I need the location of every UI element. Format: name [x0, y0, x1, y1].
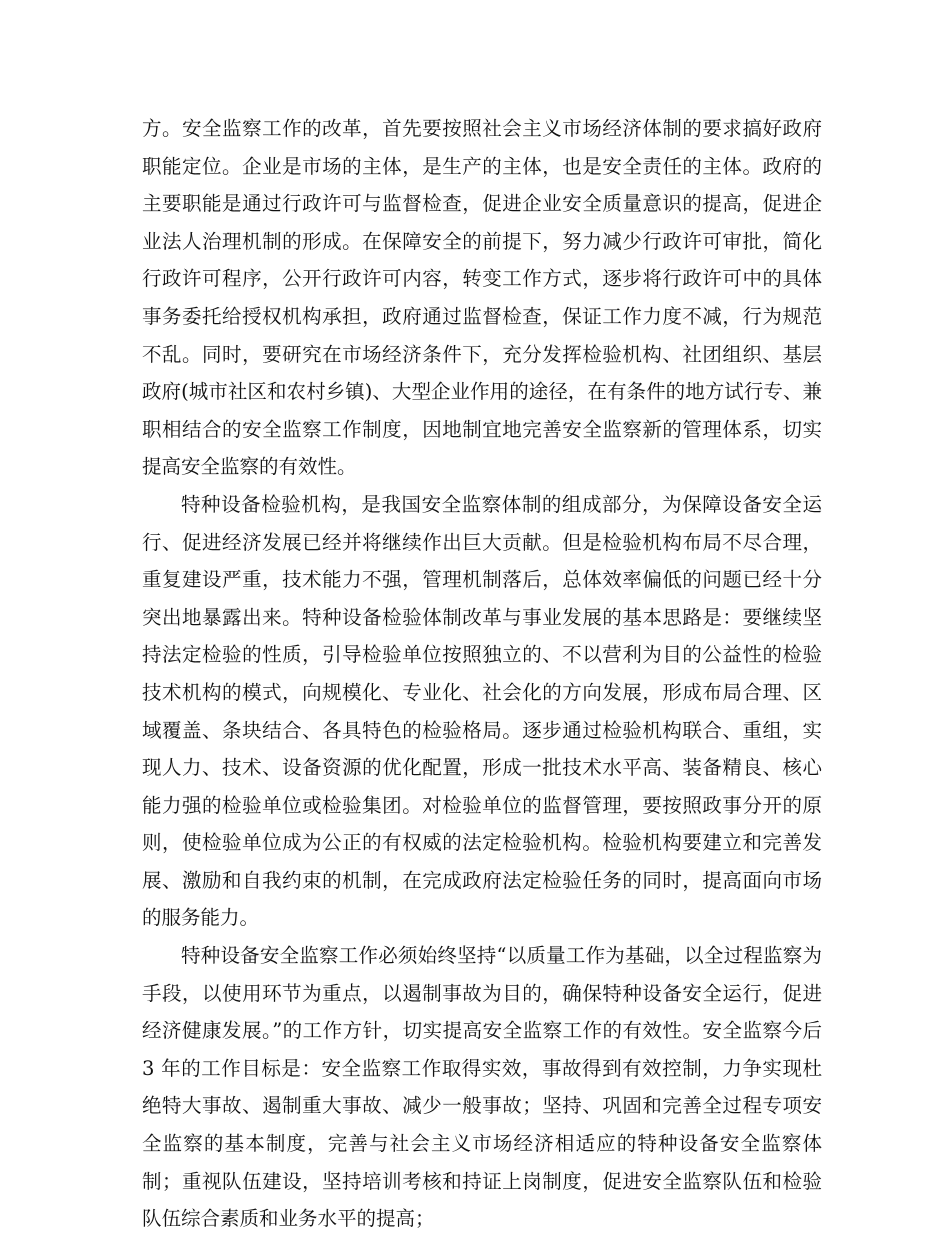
paragraph-work-policy: 特种设备安全监察工作必须始终坚持“以质量工作为基础，以全过程监察为手段，以使用环节为重点，以遏制事故为目的，确保特种设备安全运行，促进经济健康发展。”的工作方针，切实提高安全监察工作的有效性。安全监察今后 3 年的工作目标是：安全监察工作取得实效，事故得到有效控制，力争实现杜绝特大事故、遏制重大事故、减少一般事故；坚持、巩固和完善全过程专项安全监察的基本制度，完善与社会主义市场经济相适应的特种设备安全监察体制；重视队伍建设，坚持培训考核和持证上岗制度，促进安全监察队伍和检验队伍综合素质和业务水平的提高； — [142, 944, 822, 1231]
paragraph-continuation: 方。安全监察工作的改革，首先要按照社会主义市场经济体制的要求搞好政府职能定位。企业是市场的主体，是生产的主体，也是安全责任的主体。政府的主要职能是通过行政许可与监督检查，促进企业安全质量意识的提高，促进企业法人治理机制的形成。在保障安全的前提下，努力减少行政许可审批，简化行政许可程序，公开行政许可内容，转变工作方式，逐步将行政许可中的具体事务委托给授权机构承担，政府通过监督检查，保证工作力度不减，行为规范不乱。同时，要研究在市场经济条件下，充分发挥检验机构、社团组织、基层政府(城市社区和农村乡镇)、大型企业作用的途径，在有条件的地方试行专、兼职相结合的安全监察工作制度，因地制宜地完善安全监察新的管理体系，切实提高安全监察的有效性。 — [142, 117, 822, 479]
paragraph-inspection-agencies: 特种设备检验机构，是我国安全监察体制的组成部分，为保障设备安全运行、促进经济发展已经并将继续作出巨大贡献。但是检验机构布局不尽合理，重复建设严重，技术能力不强，管理机制落后，总体效率偏低的问题已经十分突出地暴露出来。特种设备检验体制改革与事业发展的基本思路是：要继续坚持法定检验的性质，引导检验单位按照独立的、不以营利为目的公益性的检验技术机构的模式，向规模化、专业化、社会化的方向发展，形成布局合理、区域覆盖、条块结合、各具特色的检验格局。逐步通过检验机构联合、重组，实现人力、技术、设备资源的优化配置，形成一批技术水平高、装备精良、核心能力强的检验单位或检验集团。对检验单位的监督管理，要按照政事分开的原则，使检验单位成为公正的有权威的法定检验机构。检验机构要建立和完善发展、激励和自我约束的机制，在完成政府法定检验任务的同时，提高面向市场的服务能力。 — [142, 492, 822, 930]
document-page — [142, 110, 822, 1238]
